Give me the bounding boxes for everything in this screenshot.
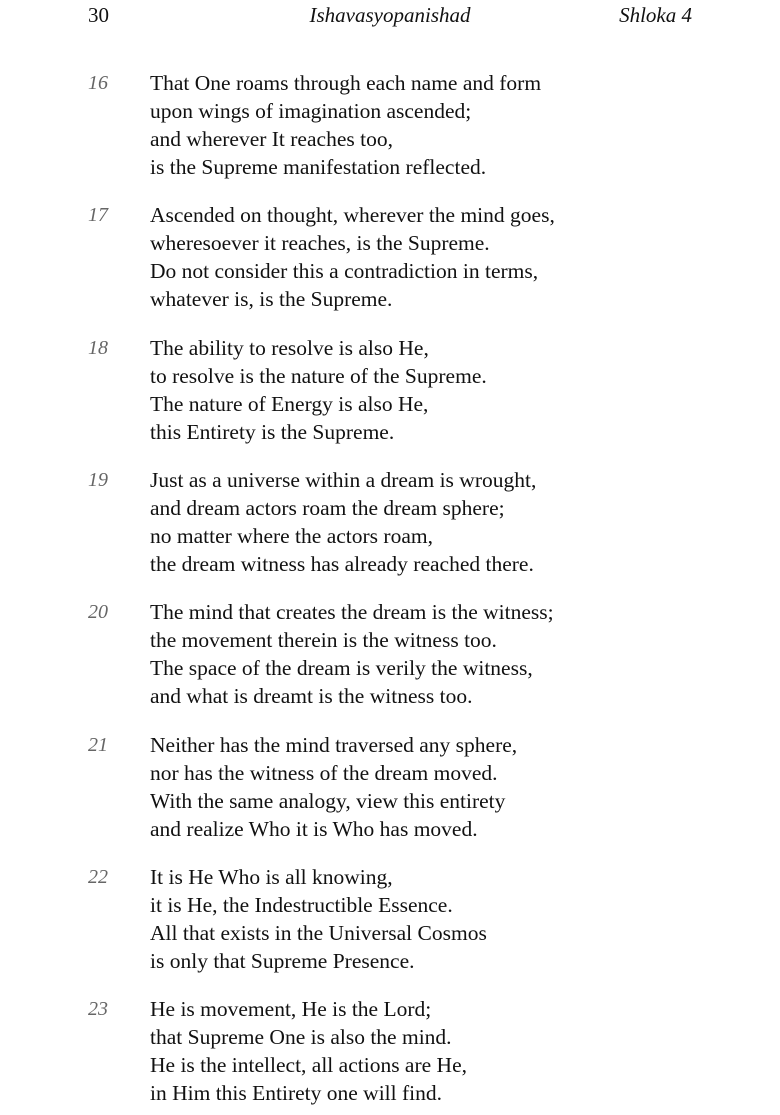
verse-text xyxy=(150,995,467,1107)
verse xyxy=(0,466,780,586)
verse-line: The ability to resolve is also He, xyxy=(150,335,429,360)
verse xyxy=(0,69,780,189)
verse-line: Ascended on thought, wherever the mind goes, xyxy=(150,203,555,228)
verse-line: nor has the witness of the dream moved. xyxy=(150,760,498,785)
verse-line: It is He Who is all knowing, xyxy=(150,864,393,889)
verse-line: and wherever It reaches too, xyxy=(150,127,393,151)
verse-line: He is movement, He is the Lord; xyxy=(150,997,432,1022)
verse-line: to resolve is the nature of the Supreme. xyxy=(150,363,487,388)
verse-text xyxy=(150,598,554,710)
verse-line: The mind that creates the dream is the witness; xyxy=(150,600,554,625)
verse-line: whatever is, is the Supreme. xyxy=(150,287,393,312)
verse-line: All that exists in the Universal Cosmos xyxy=(150,920,487,945)
verse-line: the movement therein is the witness too. xyxy=(150,628,497,653)
verse-number: 16 xyxy=(88,72,108,94)
verse-line: The nature of Energy is also He, xyxy=(150,391,429,416)
verse-line: is the Supreme manifestation reflected. xyxy=(150,155,487,179)
page-number: 30 xyxy=(88,3,109,27)
verse-number: 19 xyxy=(88,468,108,491)
verse xyxy=(0,863,780,983)
running-title: Ishavasyopanishad xyxy=(309,3,471,27)
verse xyxy=(0,334,780,454)
verse-line: is only that Supreme Presence. xyxy=(150,948,415,973)
verse-line: The space of the dream is verily the witness, xyxy=(150,656,533,681)
verse-line: in Him this Entirety one will find. xyxy=(150,1081,443,1106)
verse xyxy=(0,995,780,1115)
verse-number: 23 xyxy=(88,998,108,1021)
verse xyxy=(0,598,780,718)
verse-number: 21 xyxy=(88,733,108,756)
verse-line: Just as a universe within a dream is wrought, xyxy=(150,467,537,492)
verse-text xyxy=(150,201,555,313)
verse-line: it is He, the Indestructible Essence. xyxy=(150,892,453,917)
verse-line: and realize Who it is Who has moved. xyxy=(150,816,478,841)
verse-line: That One roams through each name and form xyxy=(150,71,542,95)
verse-line: and what is dreamt is the witness too. xyxy=(150,684,473,709)
verse-line: and dream actors roam the dream sphere; xyxy=(150,495,505,520)
verse-text xyxy=(150,334,487,446)
verse xyxy=(0,731,780,851)
verse-line: this Entirety is the Supreme. xyxy=(150,419,395,444)
verse-number: 18 xyxy=(88,336,108,359)
verse-line: the dream witness has already reached there. xyxy=(150,551,534,576)
verse-number: 17 xyxy=(88,204,108,227)
verse-text xyxy=(150,69,541,181)
verse-number: 20 xyxy=(88,601,108,624)
verse-number: 22 xyxy=(88,865,108,888)
verse-line: that Supreme One is also the mind. xyxy=(150,1025,452,1050)
verse-line: no matter where the actors roam, xyxy=(150,523,433,548)
verse xyxy=(0,201,780,321)
verse-text xyxy=(150,731,517,843)
verse-line: upon wings of imagination ascended; xyxy=(150,99,472,123)
verse-line: Do not consider this a contradiction in terms, xyxy=(150,259,539,284)
verse-text xyxy=(150,863,487,975)
verse-line: wheresoever it reaches, is the Supreme. xyxy=(150,231,490,256)
verse-line: He is the intellect, all actions are He, xyxy=(150,1053,467,1078)
verse-line: With the same analogy, view this entirety xyxy=(150,788,506,813)
verse-text xyxy=(150,466,536,578)
verse-line: Neither has the mind traversed any sphere, xyxy=(150,732,518,757)
section-label: Shloka 4 xyxy=(619,3,692,27)
